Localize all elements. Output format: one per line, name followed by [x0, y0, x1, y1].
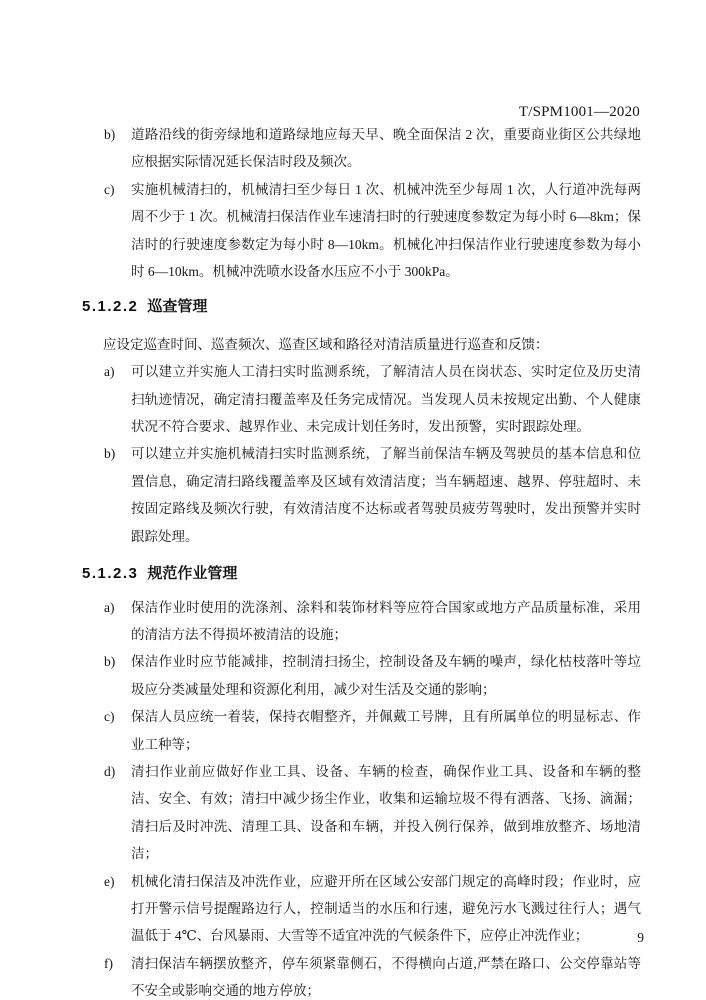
list-item-a	[66, 358, 641, 440]
list-cleaning-frequency	[66, 121, 641, 285]
list-patrol-management	[66, 358, 641, 550]
list-item-label: b)	[104, 127, 116, 142]
list-item-text: 可以建立并实施人工清扫实时监测系统，了解清洁人员在岗状态、实时定位及历史清扫轨迹情况，确定清扫覆盖率及任务完成情况。当发现人员未按规定出勤、个人健康状况不符合要求、越界作业、未完成计划任务时，发出预警，实时跟踪处理。	[131, 364, 641, 435]
list-item-text: 可以建立并实施机械清扫实时监测系统，了解当前保洁车辆及驾驶员的基本信息和位置信息，确定清扫路线覆盖率及区域有效清洁度；当车辆超速、越界、停驻超时、未按固定路线及频次行驶，有效清洁度不达标或者驾驶员疲劳驾驶时，发出预警并实时跟踪处理。	[131, 446, 641, 544]
standard-number-header: T/SPM1001—2020	[518, 104, 640, 120]
list-item-label: a)	[104, 364, 115, 380]
list-item-e	[66, 868, 641, 950]
page-content	[66, 121, 641, 1000]
page-number: 9	[637, 930, 644, 945]
list-item-f	[66, 950, 641, 1000]
list-item-label: d)	[104, 763, 116, 779]
list-operation-management	[66, 594, 641, 1000]
section-title: 规范作业管理	[147, 565, 238, 583]
list-item-text: 道路沿线的街旁绿地和道路绿地应每天早、晚全面保洁 2 次，重要商业街区公共绿地应根据实际情况延长保洁时段及频次。	[131, 127, 641, 170]
list-item-text: 机械化清扫保洁及冲洗作业，应避开所在区域公安部门规定的高峰时段；作业时，应打开警示信号提醒路边行人，控制适当的水压和行速，避免污水飞溅过往行人；遇气温低于 4℃、台风暴雨、大雪等不适宜冲洗的气候条件下，应停止冲洗作业；	[131, 873, 641, 944]
section-number: 5.1.2.2	[82, 298, 139, 316]
list-item-label: f)	[104, 955, 113, 971]
list-item-label: c)	[104, 709, 115, 725]
list-item-text: 保洁作业时应节能减排，控制清扫扬尘，控制设备及车辆的噪声，绿化枯枝落叶等垃圾应分类减量处理和资源化利用，减少对生活及交通的影响；	[131, 654, 641, 697]
list-item-text: 实施机械清扫的，机械清扫至少每日 1 次、机械冲洗至少每周 1 次，人行道冲洗每两周不少于 1 次。机械清扫保洁作业车速清扫时的行驶速度参数定为每小时 6—8km；保洁时的行驶速度参数定为每小时 8—10km。机械化冲扫保洁作业行驶速度参数为每小时 6—10km。机械冲洗喷水设备水压应不小于 300kPa。	[131, 181, 641, 280]
section-title: 巡查管理	[147, 298, 208, 316]
list-item-label: e)	[104, 873, 115, 889]
list-item-a	[66, 594, 641, 649]
list-item-label: b)	[104, 446, 116, 462]
list-item-d	[66, 758, 641, 868]
list-item-label: a)	[104, 599, 115, 615]
list-item-text: 保洁作业时使用的洗涤剂、涂料和装饰材料等应符合国家或地方产品质量标准，采用的清洁方法不得损坏被清洁的设施；	[131, 599, 641, 642]
section-heading-operation-management	[82, 560, 641, 587]
section-number: 5.1.2.3	[82, 565, 139, 583]
list-item-label: b)	[104, 654, 116, 670]
list-item-label: c)	[104, 181, 115, 197]
list-item-text: 清扫作业前应做好作业工具、设备、车辆的检查，确保作业工具、设备和车辆的整洁、安全、有效；清扫中减少扬尘作业，收集和运输垃圾不得有洒落、飞扬、滴漏；清扫后及时冲洗、清理工具、设备和车辆，并投入例行保养，做到堆放整齐、场地清洁；	[131, 763, 641, 862]
list-item-text: 保洁人员应统一着装，保持衣帽整齐，并佩戴工号牌，且有所属单位的明显标志、作业工种等；	[131, 709, 641, 752]
list-item-c	[66, 703, 641, 758]
list-item-text: 清扫保洁车辆摆放整齐，停车须紧靠侧石，不得横向占道,严禁在路口、公交停靠站等不安全或影响交通的地方停放；	[131, 955, 641, 999]
list-item-b	[66, 121, 641, 176]
list-item-b	[66, 648, 641, 703]
section-heading-patrol-management	[82, 293, 641, 320]
section-intro-paragraph: 应设定巡查时间、巡查频次、巡查区域和路径对清洁质量进行巡查和反馈：	[103, 336, 549, 352]
list-item-c	[66, 176, 641, 286]
list-item-b	[66, 440, 641, 550]
